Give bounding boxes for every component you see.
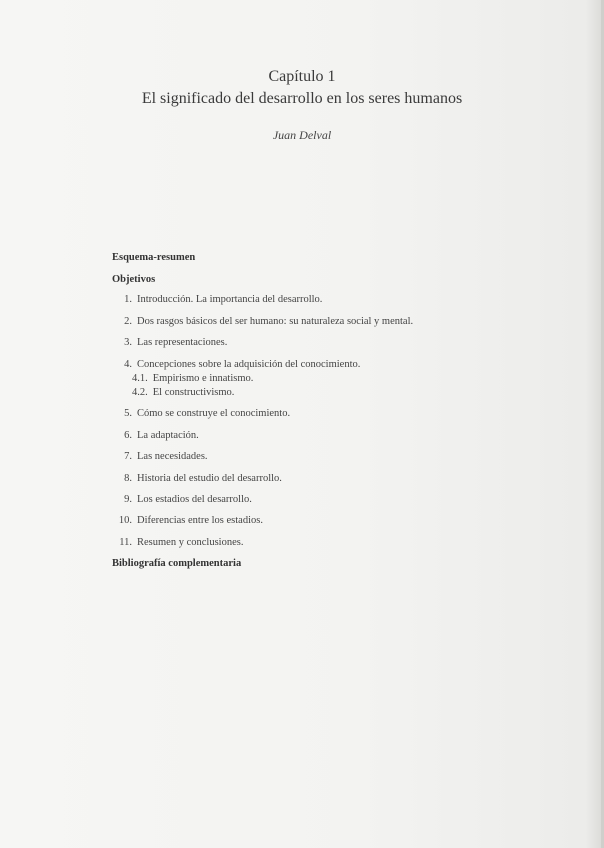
toc-item	[112, 473, 282, 484]
toc-item-number: 6.	[124, 430, 132, 441]
toc-item-text: Concepciones sobre la adquisición del conocimiento.	[137, 359, 361, 370]
toc-item-text: Las necesidades.	[137, 451, 208, 462]
toc-item-number: 1.	[124, 294, 132, 305]
toc-subitem-text: Empirismo e innatismo.	[152, 373, 254, 384]
toc-item	[112, 451, 208, 462]
toc-subitem-number: 4.2.	[132, 387, 148, 398]
toc-item-text: Los estadios del desarrollo.	[137, 494, 252, 505]
toc-item	[112, 359, 360, 370]
toc-item	[112, 515, 263, 526]
chapter-number: Capítulo 1	[268, 68, 336, 85]
toc-subitem	[132, 387, 234, 398]
toc-item-number: 7.	[124, 451, 132, 462]
toc-item-number: 11.	[119, 537, 132, 548]
toc-item	[112, 537, 243, 548]
toc-item-number: 2.	[124, 316, 132, 327]
toc-subitem-text: El constructivismo.	[152, 387, 235, 398]
toc-item-number: 3.	[124, 337, 132, 348]
section-summary: Esquema-resumen	[112, 252, 196, 263]
toc-item	[112, 430, 199, 441]
toc-item-text: Resumen y conclusiones.	[137, 537, 244, 548]
toc-item	[112, 408, 290, 419]
toc-item	[112, 494, 252, 505]
toc-item	[112, 337, 227, 348]
toc-item-text: Diferencias entre los estadios.	[137, 515, 263, 526]
toc-item-number: 9.	[124, 494, 132, 505]
toc-item-text: La adaptación.	[137, 430, 199, 441]
toc-item	[112, 316, 413, 327]
chapter-title: El significado del desarrollo en los seres humanos	[141, 90, 463, 107]
toc-item	[112, 294, 322, 305]
toc-item-text: Dos rasgos básicos del ser humano: su naturaleza social y mental.	[137, 316, 414, 327]
toc-item-number: 8.	[124, 473, 132, 484]
chapter-author: Juan Delval	[272, 128, 332, 142]
toc-item-text: Historia del estudio del desarrollo.	[137, 473, 282, 484]
toc-subitem-number: 4.1.	[132, 373, 148, 384]
section-bibliography: Bibliografía complementaria	[112, 558, 242, 569]
toc-subitem	[132, 373, 253, 384]
toc-item-number: 10.	[118, 515, 132, 526]
section-objectives: Objetivos	[112, 274, 156, 285]
toc-item-text: Cómo se construye el conocimiento.	[137, 408, 291, 419]
toc-item-number: 4.	[124, 359, 132, 370]
toc-item-text: Introducción. La importancia del desarrollo.	[137, 294, 323, 305]
toc-item-number: 5.	[124, 408, 132, 419]
toc-item-text: Las representaciones.	[137, 337, 228, 348]
